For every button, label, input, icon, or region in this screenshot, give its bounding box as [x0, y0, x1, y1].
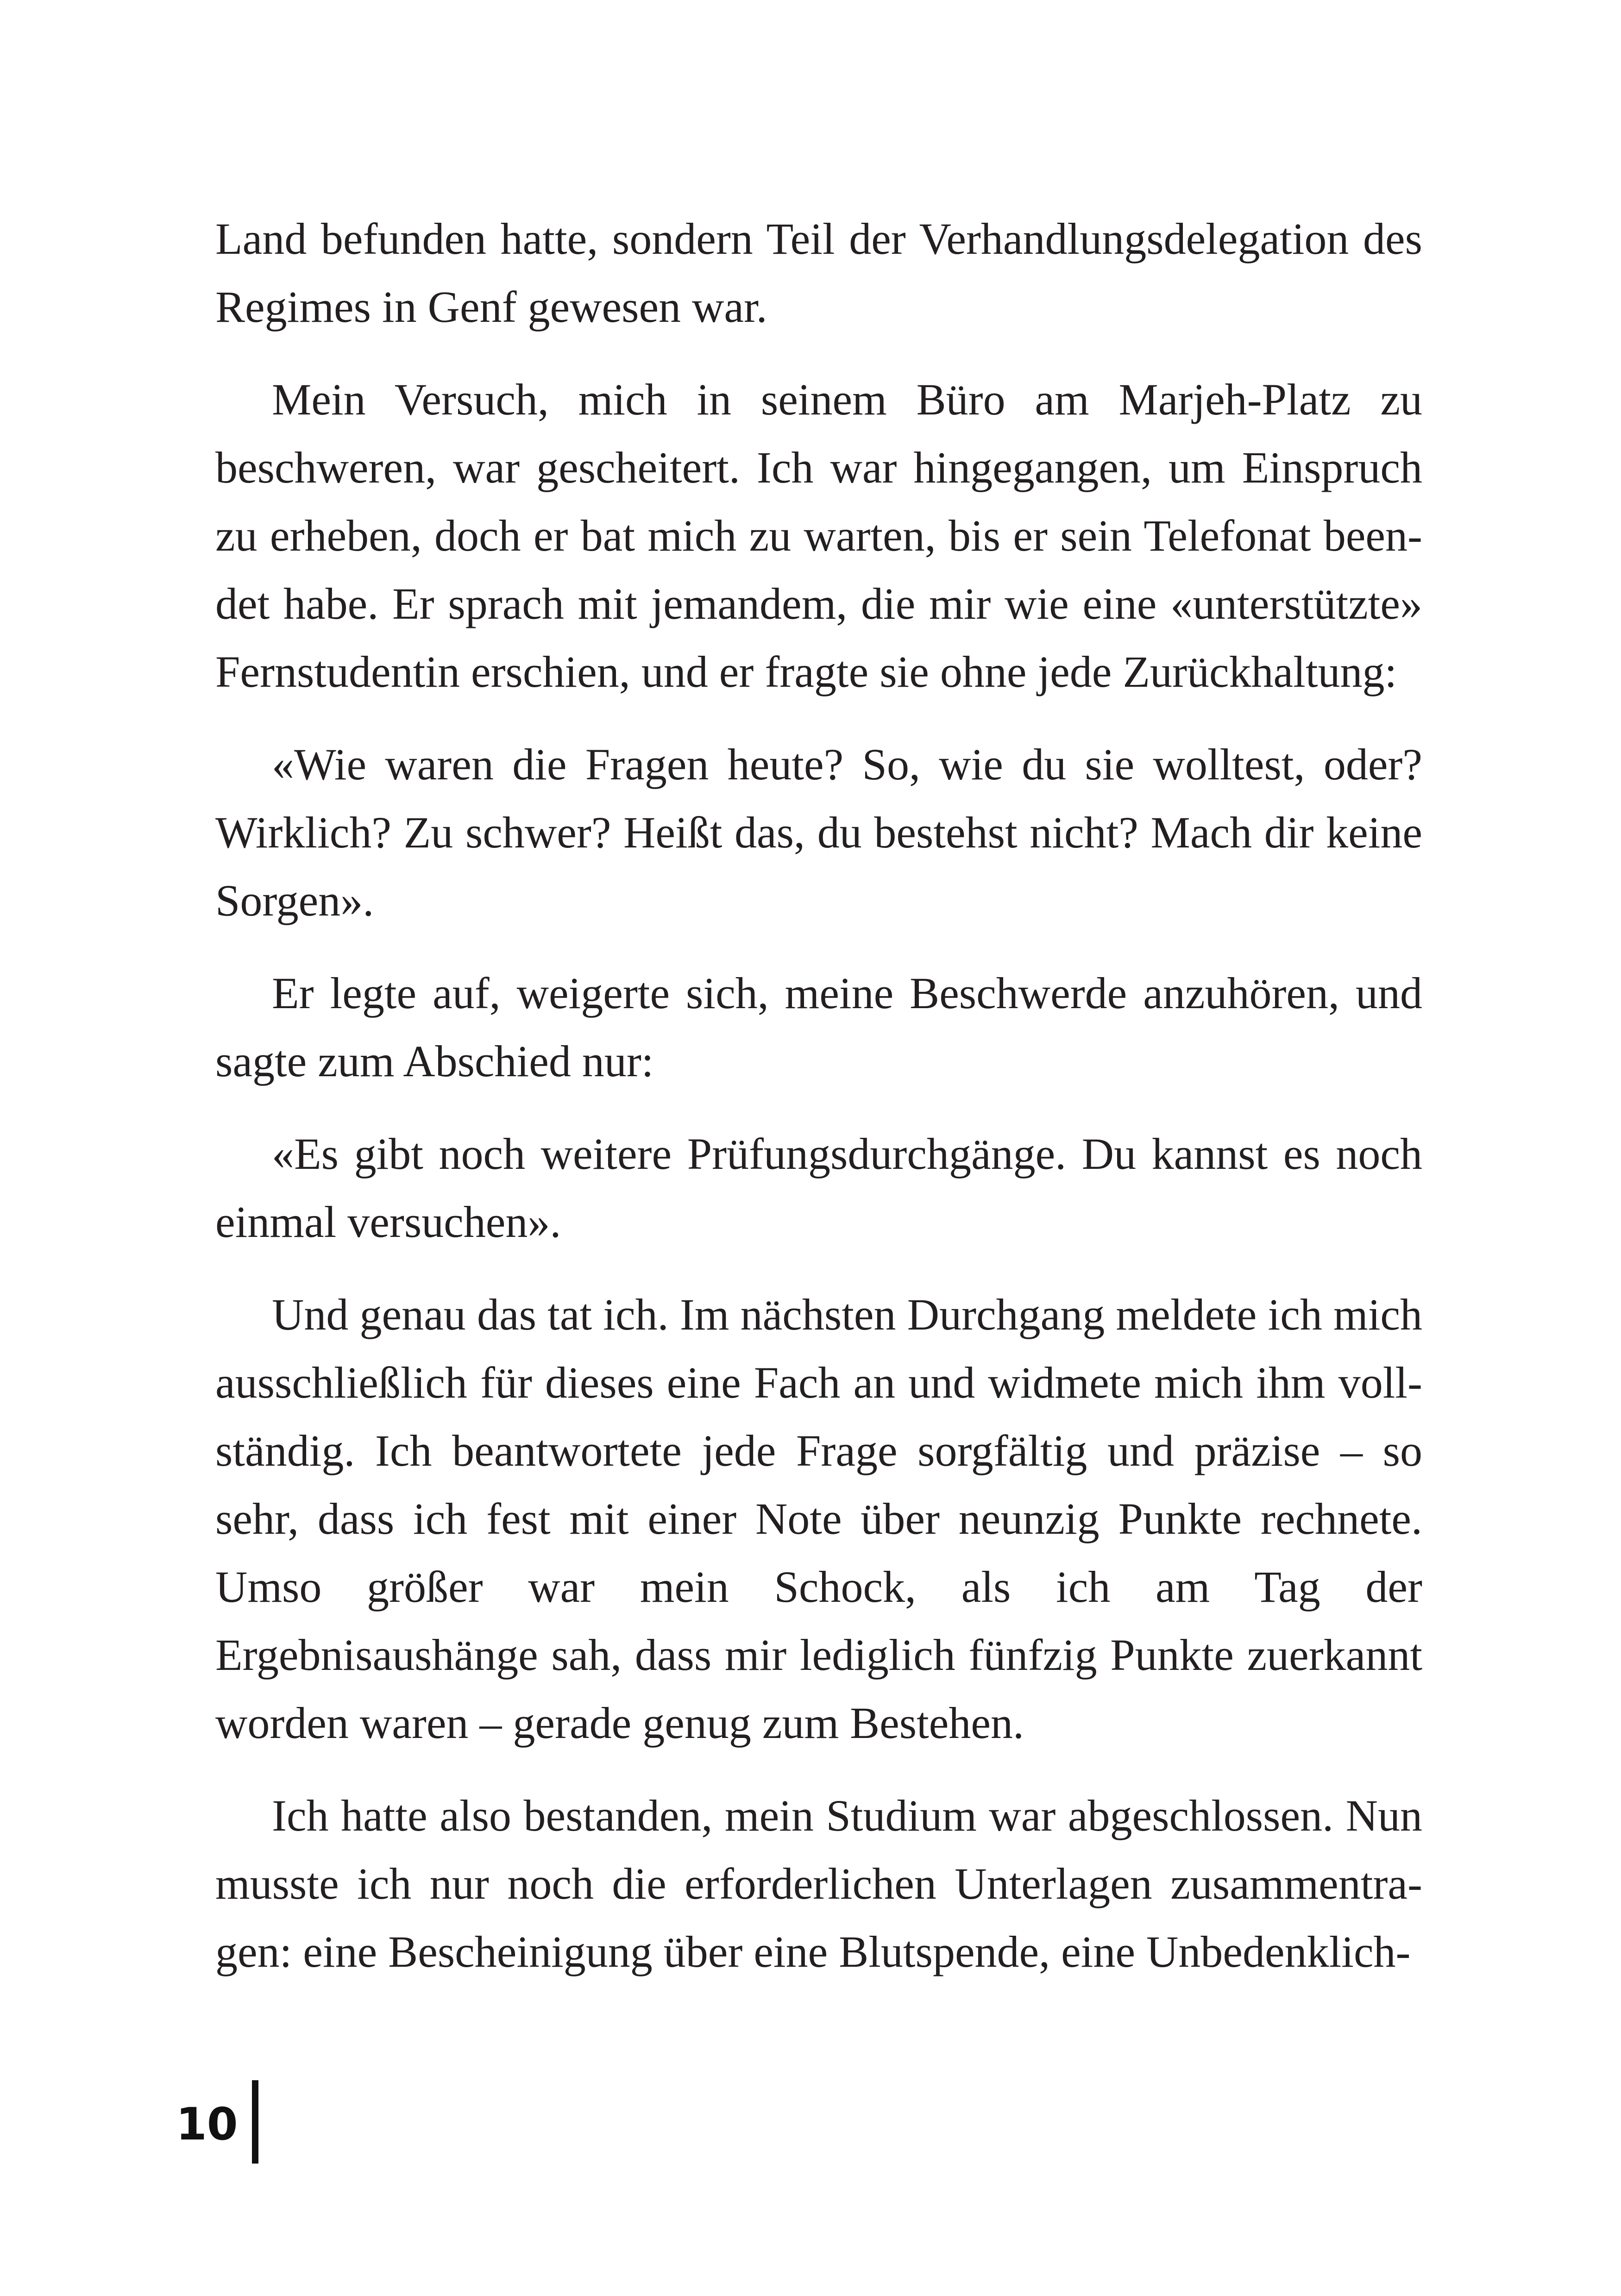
paragraph: «Wie waren die Fragen heute? So, wie du sie wolltest, oder? Wirklich? Zu schwer? Heißt das, du bestehst nicht? Mach dir keine Sorgen». — [215, 740, 1422, 925]
paragraph: Und genau das tat ich. Im nächsten Durchgang meldete ich mich ausschließlich für dieses eine Fach an und widmete mich ihm vollständig. Ich beantwortete jede Frage sorgfältig und präzise – so sehr, dass ich fest mit einer Note über neunzig Punkte rechnete. Umso größer war mein Schock, als ich am Tag der Ergebnisaushänge sah, dass mir lediglich fünfzig Punkte zuerkannt worden waren – gerade genug zum Bestehen. — [215, 1290, 1422, 1748]
body-text — [215, 205, 1422, 1986]
paragraph: Mein Versuch, mich in seinem Büro am Marjeh-Platz zu beschweren, war gescheitert. Ich war hingegangen, um Einspruch zu erheben, doch er bat mich zu warten, bis er sein Telefonat beendet habe. Er sprach mit jemandem, die mir wie eine «unterstützte» Fernstudentin erschien, und er fragte sie ohne jede Zurückhaltung: — [215, 375, 1422, 696]
paragraph: Ich hatte also bestanden, mein Studium war abgeschlossen. Nun musste ich nur noch die erforderlichen Unterlagen zusammentragen: eine Bescheinigung über eine Blutspende, eine Unbedenklich- — [215, 1791, 1422, 1976]
paragraph: Er legte auf, weigerte sich, meine Beschwerde anzuhören, und sagte zum Abschied nur: — [215, 968, 1422, 1086]
paragraph: Land befunden hatte, sondern Teil der Verhandlungsdelegation des Regimes in Genf gewesen war. — [215, 214, 1422, 332]
page-number: 10 — [176, 2098, 238, 2150]
page-number-divider — [252, 2080, 258, 2164]
paragraph: «Es gibt noch weitere Prüfungsdurchgänge. Du kannst es noch einmal versuchen». — [215, 1129, 1422, 1247]
page-footer — [176, 2080, 258, 2164]
